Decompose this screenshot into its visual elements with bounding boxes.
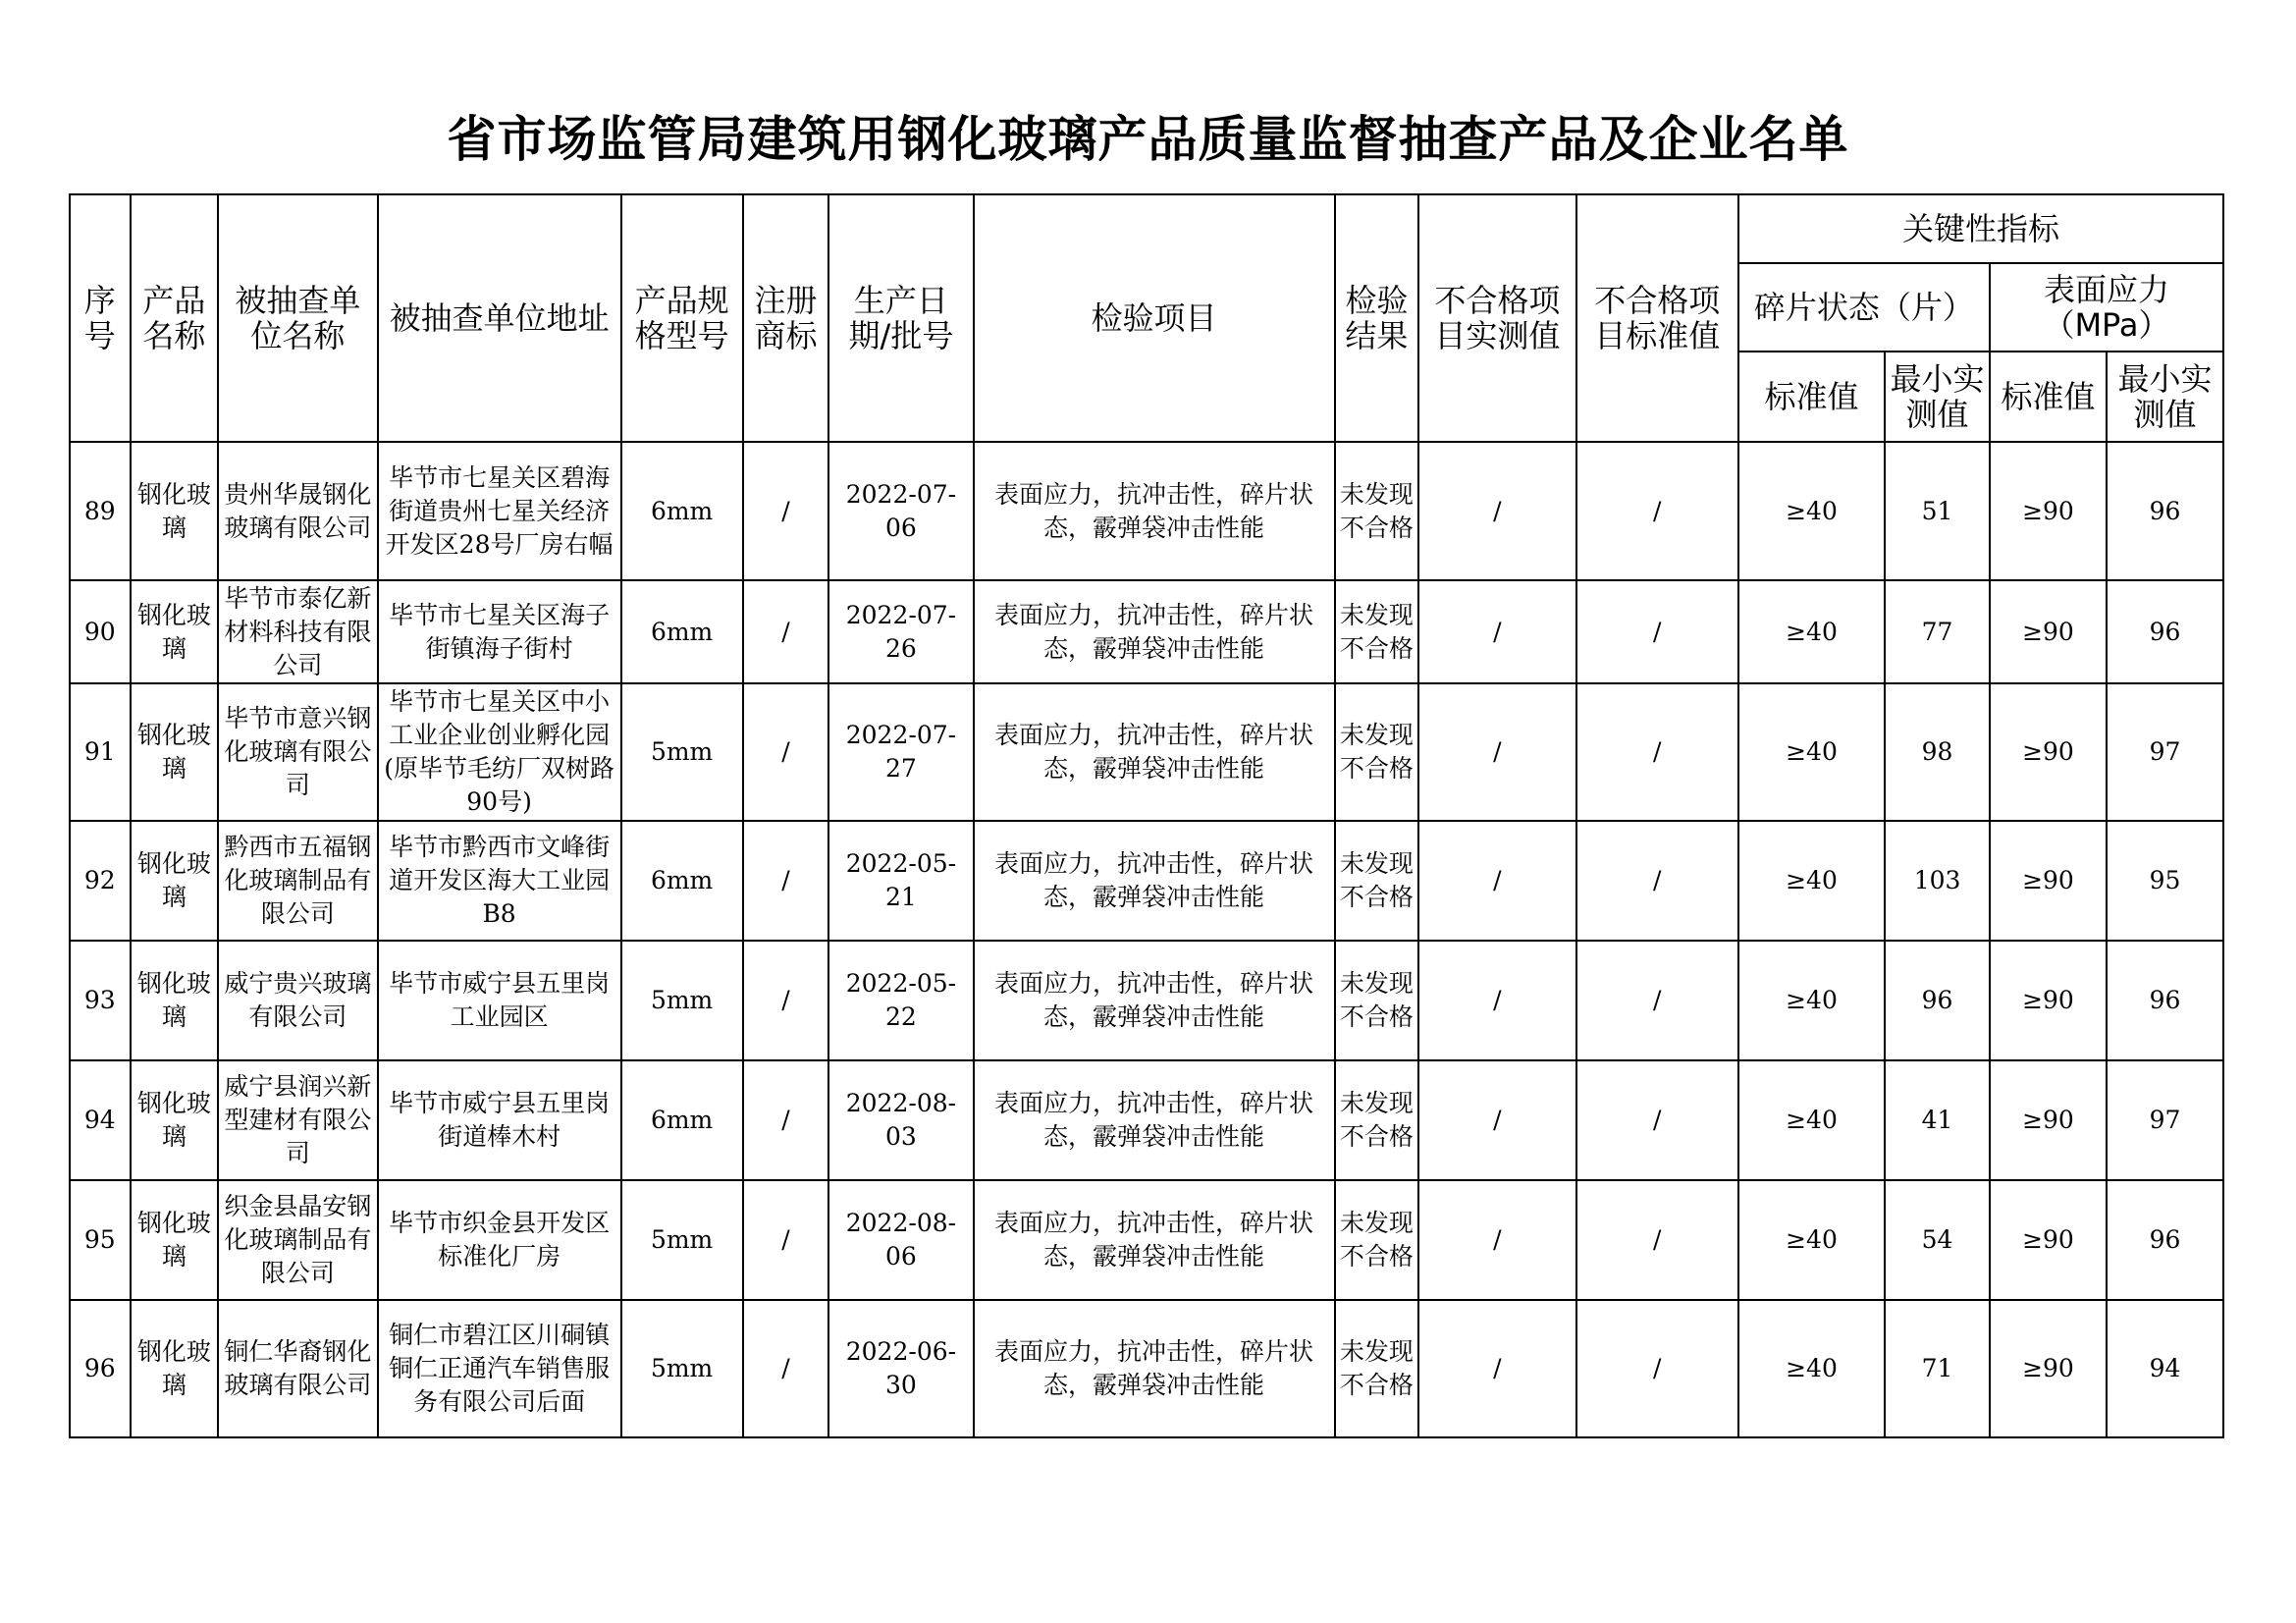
row-address: 毕节市七星关区海子街镇海子街村	[378, 580, 621, 683]
header-items: 检验项目	[974, 194, 1335, 442]
row-spec: 6mm	[621, 821, 743, 941]
row-product: 钢化玻璃	[131, 821, 219, 941]
row-address: 毕节市黔西市文峰街道开发区海大工业园B8	[378, 821, 621, 941]
row-trademark: /	[743, 1060, 829, 1180]
row-fragment-min: 71	[1885, 1300, 1990, 1437]
table-row	[70, 1180, 2223, 1300]
row-trademark: /	[743, 941, 829, 1060]
row-seq: 91	[70, 683, 131, 821]
row-product: 钢化玻璃	[131, 442, 219, 580]
row-stress-standard: ≥90	[1990, 941, 2107, 1060]
row-trademark: /	[743, 1300, 829, 1437]
row-spec: 5mm	[621, 1180, 743, 1300]
row-fragment-standard: ≥40	[1738, 1180, 1885, 1300]
header-address: 被抽查单位地址	[378, 194, 621, 442]
row-spec: 6mm	[621, 1060, 743, 1180]
row-fragment-min: 96	[1885, 941, 1990, 1060]
row-company: 黔西市五福钢化玻璃制品有限公司	[218, 821, 377, 941]
row-product: 钢化玻璃	[131, 941, 219, 1060]
row-stress-standard: ≥90	[1990, 683, 2107, 821]
row-fragment-standard: ≥40	[1738, 1300, 1885, 1437]
table-row	[70, 683, 2223, 821]
row-stress-standard: ≥90	[1990, 442, 2107, 580]
row-stress-min: 96	[2107, 442, 2223, 580]
table-header	[70, 194, 2223, 442]
row-date: 2022-07-06	[828, 442, 973, 580]
row-trademark: /	[743, 442, 829, 580]
row-address: 毕节市七星关区碧海街道贵州七星关经济开发区28号厂房右幅	[378, 442, 621, 580]
row-address: 毕节市威宁县五里岗街道棒木村	[378, 1060, 621, 1180]
row-company: 威宁县润兴新型建材有限公司	[218, 1060, 377, 1180]
header-fragment-min: 最小实测值	[1885, 352, 1990, 442]
table-body	[70, 442, 2223, 1437]
header-fragment-state: 碎片状态（片）	[1738, 263, 1990, 352]
row-stress-standard: ≥90	[1990, 580, 2107, 683]
row-items: 表面应力，抗冲击性，碎片状态，霰弹袋冲击性能	[974, 580, 1335, 683]
header-stress-standard: 标准值	[1990, 352, 2107, 442]
header-date: 生产日期/批号	[828, 194, 973, 442]
row-fragment-min: 51	[1885, 442, 1990, 580]
row-spec: 6mm	[621, 442, 743, 580]
row-fail-standard: /	[1576, 941, 1738, 1060]
row-company: 铜仁华裔钢化玻璃有限公司	[218, 1300, 377, 1437]
header-company: 被抽查单位名称	[218, 194, 377, 442]
row-trademark: /	[743, 1180, 829, 1300]
row-address: 毕节市威宁县五里岗工业园区	[378, 941, 621, 1060]
row-fail-actual: /	[1418, 683, 1575, 821]
row-fail-standard: /	[1576, 821, 1738, 941]
header-fail-actual: 不合格项目实测值	[1418, 194, 1575, 442]
row-date: 2022-05-21	[828, 821, 973, 941]
row-stress-standard: ≥90	[1990, 1060, 2107, 1180]
row-product: 钢化玻璃	[131, 1060, 219, 1180]
row-items: 表面应力，抗冲击性，碎片状态，霰弹袋冲击性能	[974, 941, 1335, 1060]
header-fail-standard: 不合格项目标准值	[1576, 194, 1738, 442]
row-fail-actual: /	[1418, 1300, 1575, 1437]
row-product: 钢化玻璃	[131, 1180, 219, 1300]
row-product: 钢化玻璃	[131, 683, 219, 821]
row-items: 表面应力，抗冲击性，碎片状态，霰弹袋冲击性能	[974, 683, 1335, 821]
row-date: 2022-05-22	[828, 941, 973, 1060]
row-address: 毕节市织金县开发区标准化厂房	[378, 1180, 621, 1300]
row-items: 表面应力，抗冲击性，碎片状态，霰弹袋冲击性能	[974, 1060, 1335, 1180]
row-company: 毕节市意兴钢化玻璃有限公司	[218, 683, 377, 821]
row-spec: 5mm	[621, 1300, 743, 1437]
row-items: 表面应力，抗冲击性，碎片状态，霰弹袋冲击性能	[974, 821, 1335, 941]
row-fail-standard: /	[1576, 683, 1738, 821]
row-result: 未发现不合格	[1335, 1180, 1419, 1300]
header-key-indicators: 关键性指标	[1738, 194, 2223, 263]
row-spec: 5mm	[621, 941, 743, 1060]
row-fragment-standard: ≥40	[1738, 580, 1885, 683]
page-title: 省市场监管局建筑用钢化玻璃产品质量监督抽查产品及企业名单	[447, 111, 1849, 168]
row-stress-min: 96	[2107, 941, 2223, 1060]
row-stress-min: 97	[2107, 1060, 2223, 1180]
row-trademark: /	[743, 821, 829, 941]
header-result: 检验结果	[1335, 194, 1419, 442]
row-result: 未发现不合格	[1335, 683, 1419, 821]
row-result: 未发现不合格	[1335, 580, 1419, 683]
row-stress-min: 96	[2107, 580, 2223, 683]
row-spec: 6mm	[621, 580, 743, 683]
row-fail-standard: /	[1576, 442, 1738, 580]
row-date: 2022-06-30	[828, 1300, 973, 1437]
row-fail-standard: /	[1576, 1060, 1738, 1180]
row-address: 铜仁市碧江区川硐镇铜仁正通汽车销售服务有限公司后面	[378, 1300, 621, 1437]
row-stress-min: 96	[2107, 1180, 2223, 1300]
row-trademark: /	[743, 580, 829, 683]
row-fragment-min: 103	[1885, 821, 1990, 941]
header-spec: 产品规格型号	[621, 194, 743, 442]
row-fragment-standard: ≥40	[1738, 941, 1885, 1060]
table-row	[70, 821, 2223, 941]
row-company: 织金县晶安钢化玻璃制品有限公司	[218, 1180, 377, 1300]
row-seq: 92	[70, 821, 131, 941]
row-fail-actual: /	[1418, 442, 1575, 580]
row-result: 未发现不合格	[1335, 941, 1419, 1060]
row-spec: 5mm	[621, 683, 743, 821]
row-fail-actual: /	[1418, 941, 1575, 1060]
row-fragment-standard: ≥40	[1738, 442, 1885, 580]
row-result: 未发现不合格	[1335, 1300, 1419, 1437]
header-trademark: 注册商标	[743, 194, 829, 442]
row-date: 2022-08-06	[828, 1180, 973, 1300]
row-stress-standard: ≥90	[1990, 1180, 2107, 1300]
row-fail-actual: /	[1418, 821, 1575, 941]
header-surface-stress: 表面应力（MPa）	[1990, 263, 2223, 352]
table-row	[70, 1300, 2223, 1437]
row-stress-min: 97	[2107, 683, 2223, 821]
row-address: 毕节市七星关区中小工业企业创业孵化园(原毕节毛纺厂双树路90号)	[378, 683, 621, 821]
row-fragment-standard: ≥40	[1738, 683, 1885, 821]
header-fragment-standard: 标准值	[1738, 352, 1885, 442]
row-fail-actual: /	[1418, 580, 1575, 683]
row-trademark: /	[743, 683, 829, 821]
row-fail-actual: /	[1418, 1180, 1575, 1300]
header-seq: 序号	[70, 194, 131, 442]
row-company: 威宁贵兴玻璃有限公司	[218, 941, 377, 1060]
row-items: 表面应力，抗冲击性，碎片状态，霰弹袋冲击性能	[974, 442, 1335, 580]
row-fragment-min: 41	[1885, 1060, 1990, 1180]
row-date: 2022-07-27	[828, 683, 973, 821]
row-stress-standard: ≥90	[1990, 821, 2107, 941]
row-seq: 89	[70, 442, 131, 580]
row-date: 2022-08-03	[828, 1060, 973, 1180]
table-row	[70, 1060, 2223, 1180]
row-fragment-min: 54	[1885, 1180, 1990, 1300]
table-row	[70, 941, 2223, 1060]
row-stress-min: 95	[2107, 821, 2223, 941]
row-result: 未发现不合格	[1335, 442, 1419, 580]
row-fragment-min: 77	[1885, 580, 1990, 683]
row-product: 钢化玻璃	[131, 1300, 219, 1437]
row-result: 未发现不合格	[1335, 821, 1419, 941]
row-stress-standard: ≥90	[1990, 1300, 2107, 1437]
row-result: 未发现不合格	[1335, 1060, 1419, 1180]
row-items: 表面应力，抗冲击性，碎片状态，霰弹袋冲击性能	[974, 1180, 1335, 1300]
row-fragment-standard: ≥40	[1738, 1060, 1885, 1180]
row-seq: 93	[70, 941, 131, 1060]
inspection-table	[69, 193, 2224, 1438]
header-stress-min: 最小实测值	[2107, 352, 2223, 442]
row-fragment-min: 98	[1885, 683, 1990, 821]
row-date: 2022-07-26	[828, 580, 973, 683]
row-seq: 94	[70, 1060, 131, 1180]
table-row	[70, 442, 2223, 580]
row-items: 表面应力，抗冲击性，碎片状态，霰弹袋冲击性能	[974, 1300, 1335, 1437]
row-company: 毕节市泰亿新材料科技有限公司	[218, 580, 377, 683]
table-row	[70, 580, 2223, 683]
row-fragment-standard: ≥40	[1738, 821, 1885, 941]
row-seq: 96	[70, 1300, 131, 1437]
row-seq: 90	[70, 580, 131, 683]
row-stress-min: 94	[2107, 1300, 2223, 1437]
row-seq: 95	[70, 1180, 131, 1300]
row-fail-actual: /	[1418, 1060, 1575, 1180]
row-company: 贵州华晟钢化玻璃有限公司	[218, 442, 377, 580]
header-product: 产品名称	[131, 194, 219, 442]
row-product: 钢化玻璃	[131, 580, 219, 683]
row-fail-standard: /	[1576, 1180, 1738, 1300]
row-fail-standard: /	[1576, 580, 1738, 683]
row-fail-standard: /	[1576, 1300, 1738, 1437]
